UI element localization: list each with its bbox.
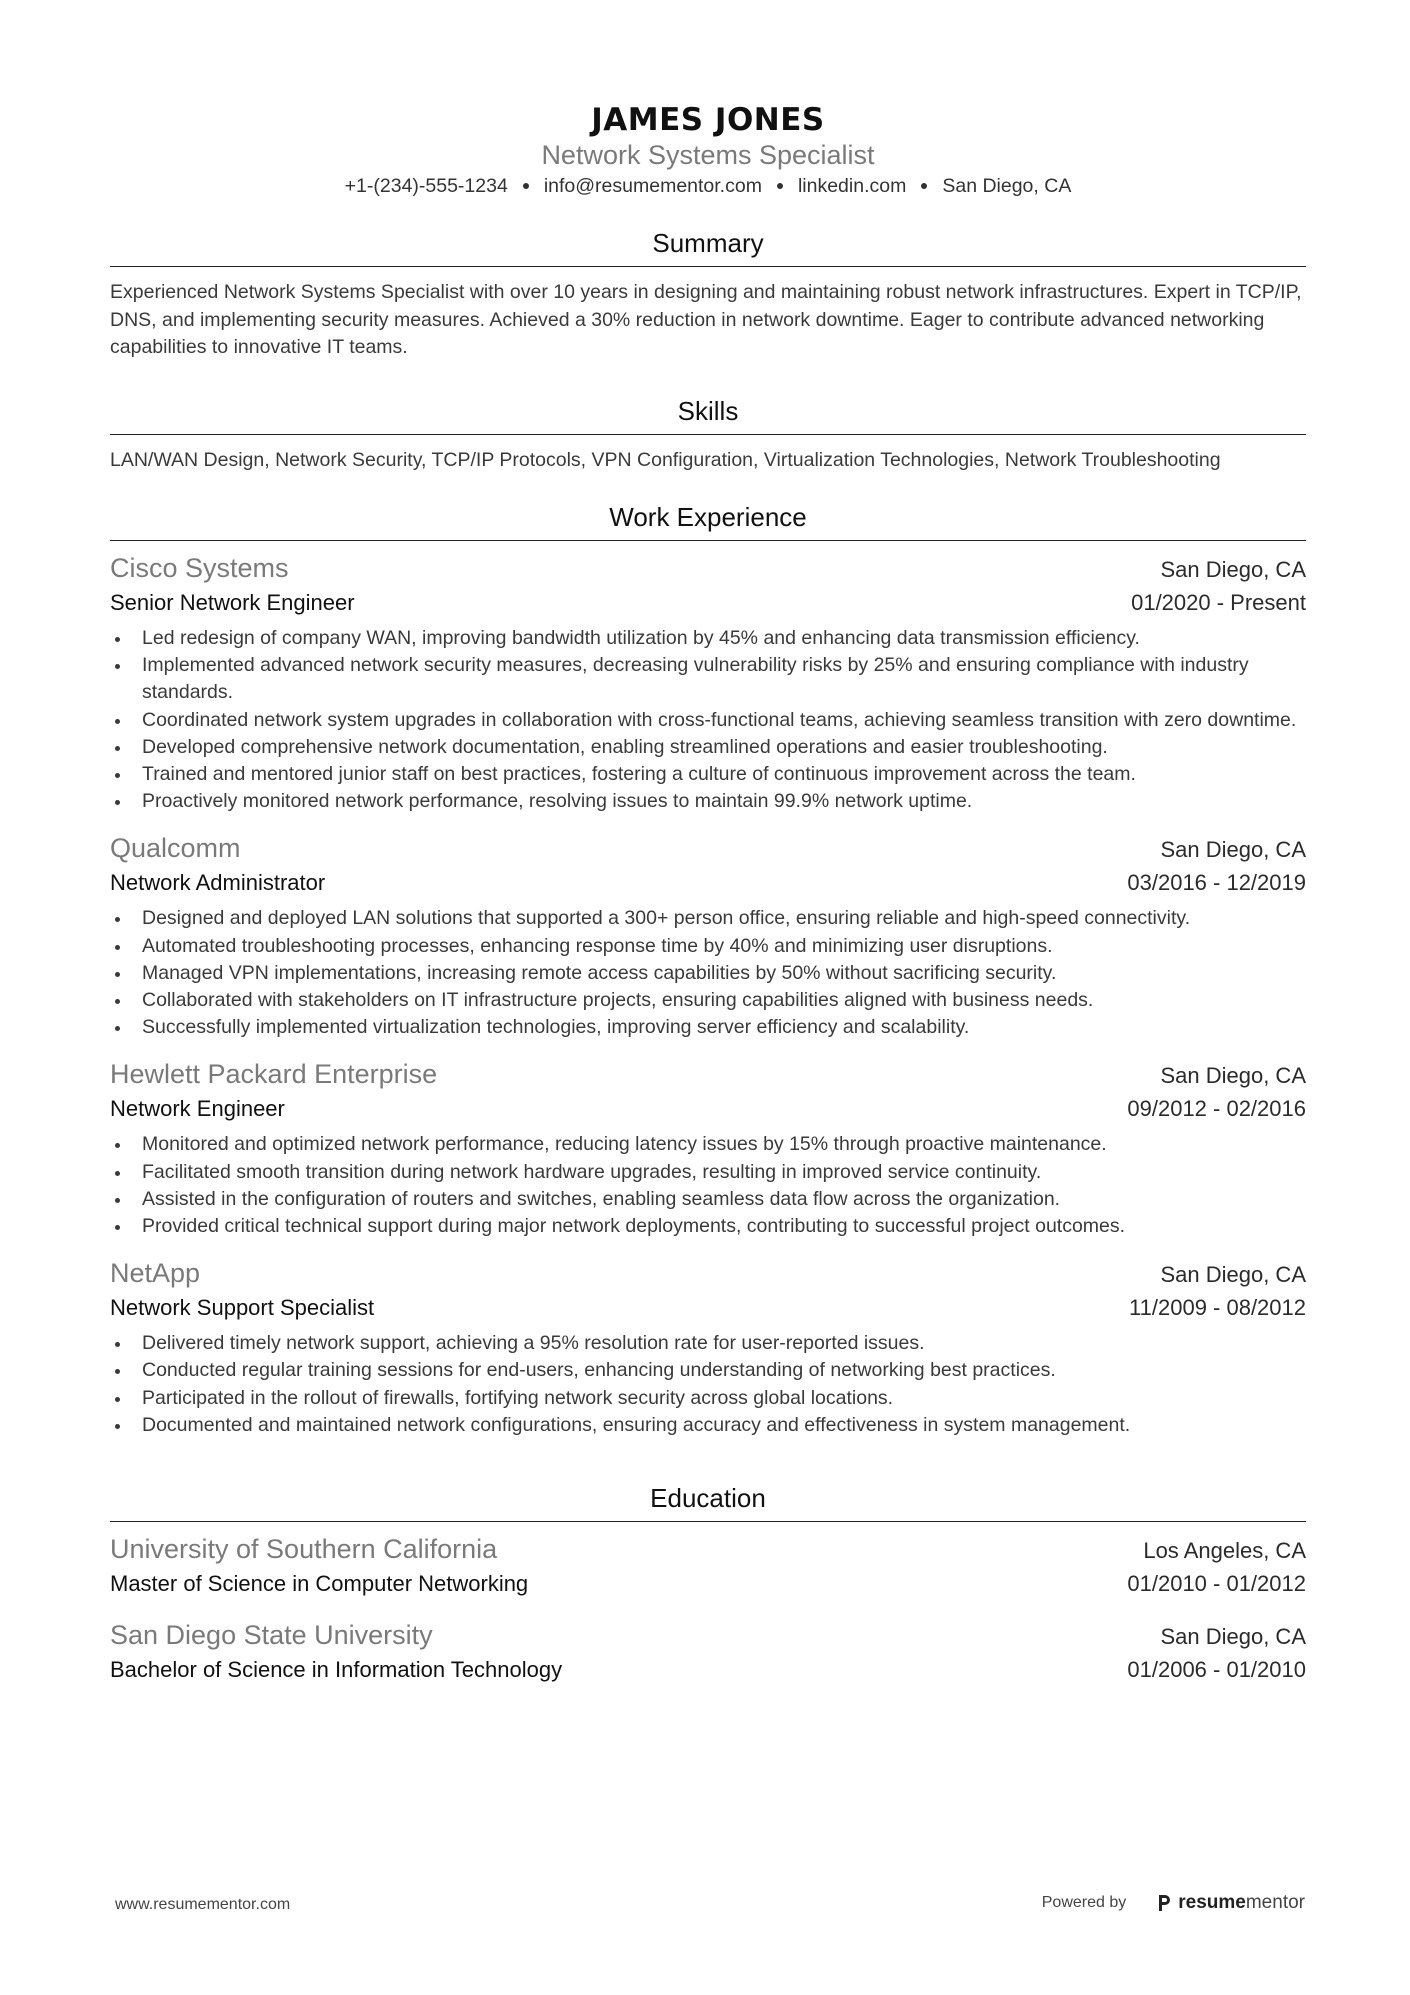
education-entry xyxy=(110,1532,1306,1600)
school-header-row xyxy=(110,1618,1306,1654)
education-section xyxy=(110,1481,1306,1686)
footer-website[interactable]: www.resumementor.com xyxy=(115,1896,291,1913)
bullet-item: Led redesign of company WAN, improving bandwidth utilization by 45% and enhancing data transmission efficiency. xyxy=(110,625,1306,652)
summary-heading: Summary xyxy=(110,226,1306,267)
job-header-row xyxy=(110,1256,1306,1292)
school-location: San Diego, CA xyxy=(1160,1624,1306,1650)
job-bullets xyxy=(110,625,1306,815)
resumementor-logo-icon xyxy=(1156,1893,1172,1913)
job-title: Network Support Specialist xyxy=(110,1295,375,1321)
candidate-name: JAMES JONES xyxy=(591,102,825,138)
job-title: Network Engineer xyxy=(110,1096,285,1122)
education-entry xyxy=(110,1618,1306,1686)
summary-section xyxy=(110,226,1306,362)
bullet-item: Collaborated with stakeholders on IT infrastructure projects, ensuring capabilities aligned with business needs. xyxy=(110,987,1306,1014)
resume-header xyxy=(110,102,1306,200)
skills-heading: Skills xyxy=(110,394,1306,435)
skills-section xyxy=(110,394,1306,475)
degree: Bachelor of Science in Information Technology xyxy=(110,1657,563,1683)
job-company: Hewlett Packard Enterprise xyxy=(110,1059,438,1090)
job-title-row xyxy=(110,867,1306,899)
job-title-row xyxy=(110,587,1306,619)
experience-section xyxy=(110,500,1306,1439)
bullet-item: Participated in the rollout of firewalls, fortifying network security across global locations. xyxy=(110,1385,1306,1412)
job-entry xyxy=(110,551,1306,815)
contact-line xyxy=(110,172,1306,200)
education-heading: Education xyxy=(110,1481,1306,1522)
job-location: San Diego, CA xyxy=(1160,557,1306,582)
resume-content xyxy=(110,102,1306,1686)
job-header-row xyxy=(110,551,1306,587)
degree: Master of Science in Computer Networking xyxy=(110,1571,529,1597)
job-header-row xyxy=(110,831,1306,867)
bullet-item: Monitored and optimized network performance, reducing latency issues by 15% through proactive maintenance. xyxy=(110,1131,1306,1158)
job-header-row xyxy=(110,1057,1306,1093)
brand-light: mentor xyxy=(1245,1892,1305,1913)
job-company: Qualcomm xyxy=(110,833,241,864)
job-dates: 03/2016 - 12/2019 xyxy=(1127,870,1306,896)
job-dates: 11/2009 - 08/2012 xyxy=(1129,1295,1306,1321)
job-location: San Diego, CA xyxy=(1160,1063,1306,1089)
degree-row xyxy=(110,1654,1306,1686)
job-entry xyxy=(110,1256,1306,1439)
job-bullets xyxy=(110,905,1306,1041)
summary-text: Experienced Network Systems Specialist with over 10 years in designing and maintaining robust network infrastructures. Expert in TCP/IP, DNS, and implementing security measures. Achieved a 30% reduction in network downtime. Eager to contribute advanced networking capabilities to innovative IT teams. xyxy=(110,281,1302,358)
bullet-item: Designed and deployed LAN solutions that supported a 300+ person office, ensuring reliable and high-speed connectivity. xyxy=(110,905,1306,932)
job-title-row xyxy=(110,1093,1306,1125)
job-title: Network Administrator xyxy=(110,870,326,896)
job-bullets xyxy=(110,1330,1306,1439)
separator-dot xyxy=(777,183,783,189)
bullet-item: Developed comprehensive network documentation, enabling streamlined operations and easier troubleshooting. xyxy=(110,734,1306,761)
footer-brand xyxy=(1042,1892,1305,1914)
skills-text: LAN/WAN Design, Network Security, TCP/IP Protocols, VPN Configuration, Virtualization Technologies, Network Troubleshooting xyxy=(110,448,1221,471)
job-location: San Diego, CA xyxy=(1160,837,1306,863)
contact-email[interactable]: info@resumementor.com xyxy=(543,175,762,197)
bullet-item: Managed VPN implementations, increasing remote access capabilities by 50% without sacrificing security. xyxy=(110,960,1306,987)
school-header-row xyxy=(110,1532,1306,1568)
contact-phone: +1-(234)-555-1234 xyxy=(344,175,508,197)
bullet-item: Implemented advanced network security measures, decreasing vulnerability risks by 25% and ensuring compliance with industry standards. xyxy=(110,652,1306,706)
powered-by-label: Powered by xyxy=(1041,1894,1127,1911)
contact-linkedin[interactable]: linkedin.com xyxy=(797,175,907,197)
bullet-item: Proactively monitored network performance, resolving issues to maintain 99.9% network uptime. xyxy=(110,788,1306,815)
bullet-item: Trained and mentored junior staff on best practices, fostering a culture of continuous improvement across the team. xyxy=(110,761,1306,788)
job-company: NetApp xyxy=(110,1258,201,1289)
bullet-item: Conducted regular training sessions for end-users, enhancing understanding of networking best practices. xyxy=(110,1357,1306,1384)
degree-dates: 01/2006 - 01/2010 xyxy=(1127,1657,1306,1683)
bullet-item: Successfully implemented virtualization technologies, improving server efficiency and scalability. xyxy=(110,1014,1306,1041)
bullet-item: Provided critical technical support during major network deployments, contributing to successful project outcomes. xyxy=(110,1213,1306,1240)
candidate-role: Network Systems Specialist xyxy=(541,140,875,170)
degree-row xyxy=(110,1568,1306,1600)
job-title: Senior Network Engineer xyxy=(110,590,355,615)
bullet-item: Assisted in the configuration of routers and switches, enabling seamless data flow across the organization. xyxy=(110,1186,1306,1213)
experience-heading: Work Experience xyxy=(110,500,1306,541)
school-name: University of Southern California xyxy=(110,1534,498,1565)
job-bullets xyxy=(110,1131,1306,1240)
school-name: San Diego State University xyxy=(110,1620,433,1651)
bullet-item: Documented and maintained network configurations, ensuring accuracy and effectiveness in system management. xyxy=(110,1412,1306,1439)
bullet-item: Coordinated network system upgrades in collaboration with cross-functional teams, achieving seamless transition with zero downtime. xyxy=(110,707,1306,734)
separator-dot xyxy=(921,183,927,189)
bullet-item: Facilitated smooth transition during network hardware upgrades, resulting in improved service continuity. xyxy=(110,1159,1306,1186)
separator-dot xyxy=(523,183,529,189)
job-entry xyxy=(110,831,1306,1041)
bullet-item: Delivered timely network support, achieving a 95% resolution rate for user-reported issues. xyxy=(110,1330,1306,1357)
school-location: Los Angeles, CA xyxy=(1143,1538,1306,1564)
job-title-row xyxy=(110,1292,1306,1324)
bullet-item: Automated troubleshooting processes, enhancing response time by 40% and minimizing user disruptions. xyxy=(110,933,1306,960)
contact-location: San Diego, CA xyxy=(942,175,1072,197)
brand-bold: resume xyxy=(1178,1892,1246,1913)
resumementor-brand[interactable] xyxy=(1156,1892,1305,1914)
job-entry xyxy=(110,1057,1306,1240)
job-dates: 09/2012 - 02/2016 xyxy=(1127,1096,1306,1122)
job-company: Cisco Systems xyxy=(110,553,289,583)
degree-dates: 01/2010 - 01/2012 xyxy=(1127,1571,1306,1597)
job-location: San Diego, CA xyxy=(1160,1262,1306,1288)
job-dates: 01/2020 - Present xyxy=(1131,590,1306,615)
